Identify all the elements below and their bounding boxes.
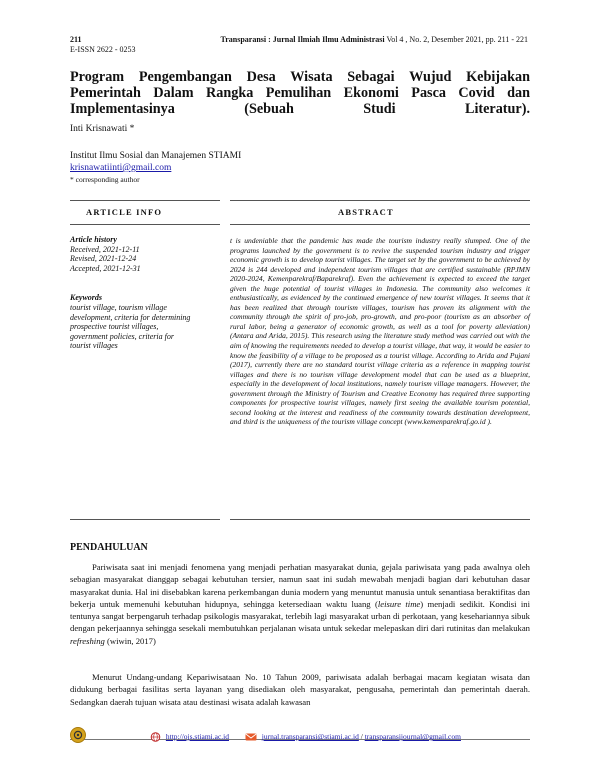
- author-email-link[interactable]: krisnawatiinti@gmail.com: [70, 163, 172, 173]
- cc-badge-icon: [70, 727, 86, 743]
- paper-title: Program Pengembangan Desa Wisata Sebagai Wujud Kebijakan Pemerintah Dalam Rangka Pemulihan Ekonomi Pasca Covid dan Implementasinya (Sebuah Studi Literatur).: [70, 69, 530, 117]
- header-left: [70, 35, 136, 55]
- refreshing-term: refreshing: [70, 635, 105, 646]
- abstract-text: t is undeniable that the pandemic has made the tourism industry really slumped. One of the programs launched by the government is to revive the suspended tourism industry and trigger economic growth is to develop tourist villages. The target set by the government to be achieved by 2024 is 244 developed and independent tourism villages that are certified sustainable (RPJMN 2020-2024, Kemenparekraf/Baparekraf). Even the achievement is expected to exceed the target given the huge potential of tourist villages in Indonesia. The community also welcomes it enthusiastically, as evidenced by the continued emergence of new tourist villages. It seems that it has been realized that through tourism villages, tourism has proven its alignment with the community through the spirit of pro-job, pro-growth, and pro-poor (tourism as an absorber of rural labor, being a generator of economic growth, as well as a tool for poverty alleviation) (Antara and Arida, 2015). This research using the literature study method was carried out with the aim of knowing the requirements needed to develop a tourist village, that way, it would be easier to know the feasibility of a village to be proposed as a tourist village. According to Arida and Pujani (2017), currently there are no standard tourist village criteria as a reference in mapping tourist villages and there is no tourism village development model that can be used as a blueprint, especially in the development of local institutions, namely tourism village managers. However, the government through the Ministry of Tourism and Creative Economy has required three supporting components for prospective tourist villages, namely first seeing the available tourism potential, second looking at the interest and readiness of the community towards destination development, and third is the uniqueness of the tourism village concept (www.kemenparekraf.go.id ).: [230, 236, 530, 427]
- divider: [230, 519, 530, 520]
- footer: [150, 732, 475, 742]
- email-link-journal[interactable]: jurnal.transparansi@stiami.ac.id: [261, 732, 359, 741]
- history-label: Article history: [70, 235, 117, 244]
- keywords: tourist village, tourism village development, criteria for determining prospective tourist villages, government policies, criteria for tourist villages: [70, 302, 191, 351]
- divider: [70, 519, 220, 520]
- article-info: [70, 235, 220, 351]
- website-link[interactable]: http://ojs.stiami.ac.id: [165, 732, 229, 741]
- divider: [230, 200, 530, 201]
- eissn: E-ISSN 2622 - 0253: [70, 45, 136, 54]
- email-link-gmail[interactable]: transparansijournal@gmail.com: [364, 732, 461, 741]
- affiliation-block: [70, 150, 241, 186]
- header-right: [220, 35, 528, 45]
- keywords-label: Keywords: [70, 293, 102, 303]
- divider: [70, 224, 220, 225]
- separator: /: [360, 732, 363, 741]
- accepted-date: Accepted, 2021-12-31: [70, 263, 141, 273]
- section-title: PENDAHULUAN: [70, 542, 148, 553]
- institution: Institut Ilmu Sosial dan Manajemen STIAMI: [70, 151, 242, 161]
- corresponding-note: * corresponding author: [70, 175, 140, 184]
- abstract-heading: ABSTRACT: [338, 207, 394, 217]
- article-info-heading: ARTICLE INFO: [86, 207, 163, 217]
- page-number: 211: [70, 35, 82, 44]
- divider: [70, 200, 220, 201]
- email-icon: [245, 732, 257, 742]
- journal-details: Vol 4 , No. 2, Desember 2021, pp. 211 - 221: [386, 35, 528, 44]
- revised-date: Revised, 2021-12-24: [70, 254, 137, 264]
- journal-name: Transparansi : Jurnal Ilmiah Ilmu Administrasi: [220, 35, 385, 44]
- author: Inti Krisnawati *: [70, 124, 135, 134]
- received-date: Received, 2021-12-11: [70, 244, 140, 254]
- body-paragraph-1: Pariwisata saat ini menjadi fenomena yang menjadi perhatian masyarakat dunia, gejala pariwisata yang pada awalnya oleh sebagian masyarakat dianggap sebagai kebutuhan tersier, namun saat ini sudah mewabah menjadi bagian dari kebutuhan dasar masyarakat dunia. Hal ini disebabkan karena perkembangan dunia modern yang menuntut manusia untuk senantiasa beraktifitas dan bekerja untuk memenuhi kebutuhan hidupnya, sehingga ketersediaan waktu luang (leisure time) menjadi sedikit. Kondisi ini tentunya sangat berpengaruh terhadap psikologis masyarakat, terlebih lagi masyarakat urban di perkotaan, yang kesehariannya sibuk dengan pekerjaannya sehingga sesekali membutuhkan perjalanan wisata untuk sekedar melepaskan diri dari rutinitas dan melakukan refreshing (wiwin, 2017): [70, 562, 530, 646]
- globe-icon: [150, 732, 161, 742]
- divider: [230, 224, 530, 225]
- body-paragraph-2: Menurut Undang-undang Kepariwisataan No. 10 Tahun 2009, pariwisata adalah berbagai macam kegiatan wisata dan didukung berbagai fasilitas serta layanan yang disediakan oleh masyarakat, pengusaha, pemerintah dan pemerintah daerah. Sedangkan daerah tujuan wisata atau destinasi wisata adalah kawasan: [70, 672, 530, 707]
- leisure-term: leisure time: [377, 598, 421, 609]
